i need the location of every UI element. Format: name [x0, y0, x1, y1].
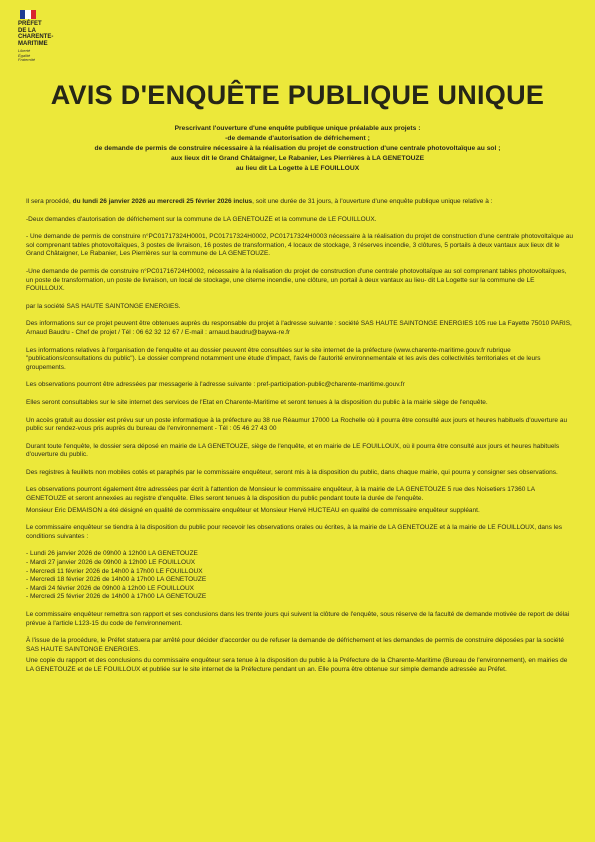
intro-line: aux lieux dit le Grand Châtaigner, Le Rabanier, Les Pierrières à LA GENETOUZE — [170, 155, 425, 162]
intro-line: au lieu dit La Logette à LE FOUILLOUX — [235, 165, 360, 172]
list-item: - Mardi 24 février 2026 de 09h00 à 12h00 LE FOUILLOUX — [26, 584, 195, 592]
paragraph-contact: Des informations sur ce projet peuvent être obtenues auprès du responsable du projet à l'adresse suivante : société SAS HAUTE SAINTONGE ENERGIES 105 rue La Fayette 75010 PARIS, Arnaud Baudru - Chef de projet / Tél : 06 62 32 12 67 / E-mail : arnaud.baudru@baywa-re.fr — [26, 320, 572, 336]
list-item: - Mardi 27 janvier 2026 de 09h00 à 12h00 LE FOUILLOUX — [26, 559, 196, 567]
permanences-list — [26, 550, 573, 602]
paragraph-copie: Une copie du rapport et des conclusions du commissaire enquêteur sera tenue à la disposition du public à la Préfecture de la Charente-Maritime (Bureau de l'environnement), en mairies de LA GENETOUZE et de LE FOUILLOUX et publiée sur le site internet de la Préfecture pendant un an. Elle pourra être obtenue sur simple demande adressée au Préfet. — [26, 657, 568, 673]
prefecture-logo — [18, 10, 78, 63]
intro-block — [30, 124, 565, 174]
enquiry-dates: du lundi 26 janvier 2026 au mercredi 25 février 2026 inclus — [72, 198, 253, 205]
list-item: - Mercredi 11 février 2026 de 14h00 à 17h00 LE FOUILLOUX — [26, 567, 203, 575]
notice-body — [26, 198, 573, 684]
paragraph-email: Les observations pourront être adressées par messagerie à l'adresse suivante : pref-participation-public@charente-maritime.gouv.fr — [26, 381, 405, 389]
paragraph-permis-fouilloux: -Une demande de permis de construire n°PC01716724H0002, nécessaire à la réalisation du projet de construction d'une centrale photovoltaïque au sol comprenant tables photovoltaïques, un poste de transformation, un poste de livraison, un local de stockage, une citerne incendie, une clôture, un portail à deux vantaux au lieu- dit La Logette sur la commune de LE FOUILLOUX. — [26, 267, 567, 293]
paragraph-societe: par la société SAS HAUTE SAINTONGE ENERGIES. — [26, 302, 181, 310]
paragraph-defrichement: -Deux demandes d'autorisation de défrichement sur la commune de LA GENETOUZE et la commune de LE FOUILLOUX. — [26, 215, 377, 223]
intro-line: de demande de permis de construire nécessaire à la réalisation du projet de construction d'une centrale photovoltaïque au sol ; — [94, 145, 501, 152]
paragraph-commissaire: Monsieur Eric DEMAISON a été désigné en qualité de commissaire enquêteur et Monsieur Hervé HUCTEAU en qualité de commissaire enquêteur suppléant. — [26, 506, 480, 514]
paragraph-registres: Des registres à feuillets non mobiles cotés et paraphés par le commissaire enquêteur, seront mis à la disposition du public, dans chaque mairie, qui pourra y consigner ses observations. — [26, 468, 558, 476]
paragraph-observations: Les observations pourront également être adressées par écrit à l'attention de Monsieur le commissaire enquêteur, à la mairie de LA GENETOUZE 5 rue des Noisetiers 17360 LA GENETOUZE et seront annexées au registre d'enquête. Elles seront tenues à la disposition du public pendant toute la durée de l'enquête. — [26, 486, 535, 503]
paragraph-acces-gratuit: Un accès gratuit au dossier est prévu sur un poste informatique à la préfecture au 38 rue Réaumur 17000 La Rochelle où il pourra être consulté aux jours et heures habituels d'ouverture au public sur rendez-vous pris auprès du bureau de l'environnement - Tél : 05 46 27 43 00 — [26, 416, 568, 433]
paragraph-dates: Il sera procédé, du lundi 26 janvier 2026 au mercredi 25 février 2026 inclus, soit une durée de 31 jours, à l'ouverture d'une enquête publique unique relative à : — [26, 198, 493, 205]
list-item: - Mercredi 18 février 2026 de 14h00 à 17h00 LA GENETOUZE — [26, 576, 207, 584]
paragraph-informations: Les informations relatives à l'organisation de l'enquête et au dossier peuvent être consultées sur le site internet de la préfecture (www.charente-maritime.gouv.fr rubrique "publications/consultations du public"). Le dossier comprend notamment une étude d'impact, l'avis de l'autorité environnementale et les avis des collectivités territoriales et de leurs groupements. — [26, 346, 541, 371]
logo-motto: Liberté Égalité Fraternité — [18, 48, 36, 62]
list-item: - Mercredi 25 février 2026 de 14h00 à 17h00 LA GENETOUZE — [26, 593, 207, 601]
paragraph-depot-dossier: Durant toute l'enquête, le dossier sera déposé en mairie de LA GENETOUZE, siège de l'enquête, et en mairie de LE FOUILLOUX, où il pourra être consulté aux jours et heures habituels d'ouverture du public. — [26, 442, 560, 459]
french-flag-icon — [20, 10, 36, 19]
paragraph-rapport: Le commissaire enquêteur remettra son rapport et ses conclusions dans les trente jours qui suivent la clôture de l'enquête, sous réserve de la faculté de demande motivée de report de délai prévue à l'article L123-15 du code de l'environnement. — [26, 611, 570, 627]
paragraph-consultables: Elles seront consultables sur le site internet des services de l'Etat en Charente-Maritime et seront tenues à la disposition du public à la mairie siège de l'enquête. — [26, 398, 488, 406]
list-item: - Lundi 26 janvier 2026 de 09h00 à 12h00 LA GENETOUZE — [26, 550, 198, 558]
paragraph-permanences-intro: Le commissaire enquêteur se tiendra à la disposition du public pour recevoir les observations orales ou écrites, à la mairie de LA GENETOUZE et à la mairie de LE FOUILLOUX, dans les conditions suivantes : — [26, 524, 563, 540]
paragraph-permis-genetouze: - Une demande de permis de construire n°PC01717324H0001, PC01717324H0002, PC01717324H0003 nécessaire à la réalisation du projet de construction d'une centrale photovoltaïque au sol comprenant tables photovoltaïques, 3 postes de livraison, 16 postes de transformation, 4 locaux de stockage, 3 réserves incendie, 3 clôtures, 5 portails à deux vantaux aux lieux dit le Grand Châtaigner, Le Rabanier, Les Pierrières sur la commune de LA GENETOUZE. — [26, 233, 573, 258]
paragraph-issue: À l'issue de la procédure, le Préfet statuera par arrêté pour décider d'accorder ou de refuser la demande de défrichement et les demandes de permis de construire déposées par la société SAS HAUTE SAINTONGE ENERGIES. — [26, 637, 564, 653]
logo-text: PRÉFET DE LA CHARENTE- MARITIME — [18, 21, 54, 47]
page-title: AVIS D'ENQUÊTE PUBLIQUE UNIQUE — [50, 80, 545, 110]
intro-line: -de demande d'autorisation de défrichement ; — [225, 135, 370, 142]
intro-line: Prescrivant l'ouverture d'une enquête publique unique préalable aux projets : — [174, 125, 421, 132]
